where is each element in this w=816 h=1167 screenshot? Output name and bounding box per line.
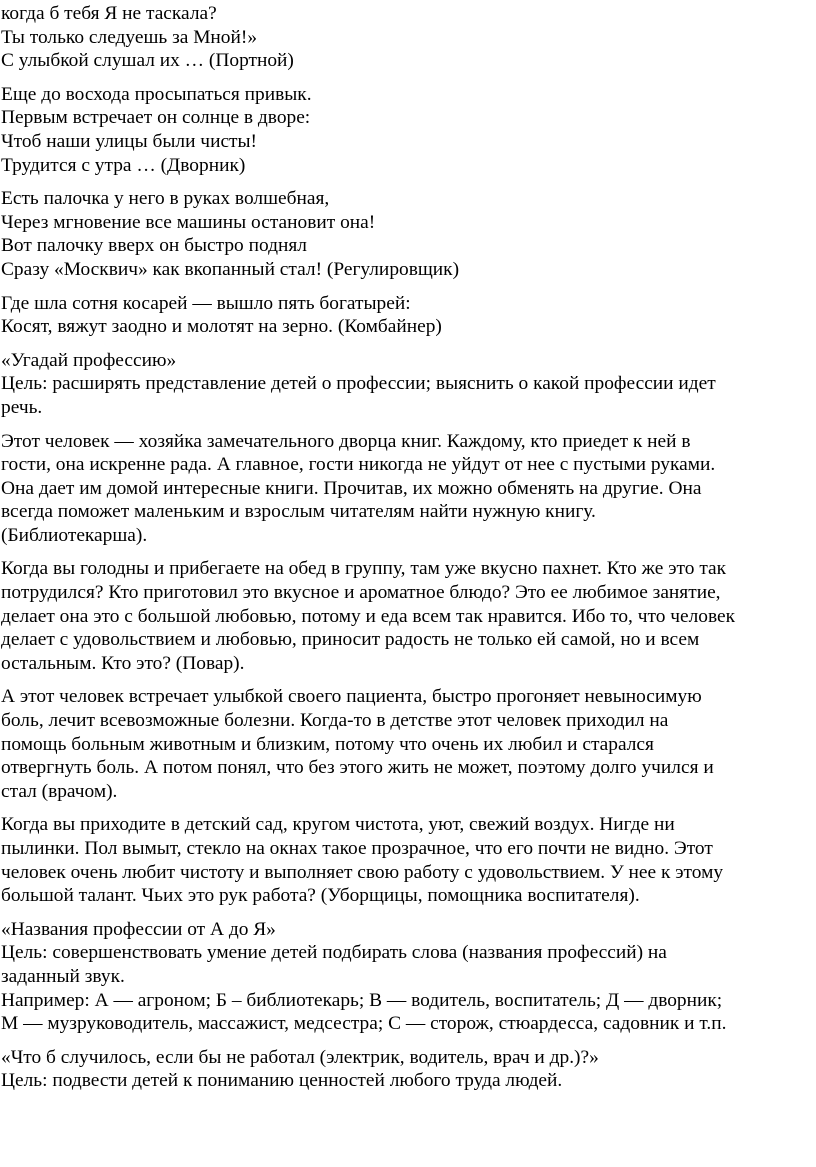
text-line: Например: А — агроном; Б – библиотекарь; В — водитель, воспитатель; Д — дворник; xyxy=(1,989,723,1011)
text-line: Цель: подвести детей к пониманию ценностей любого труда людей. xyxy=(1,1070,563,1092)
text-line: Еще до восхода просыпаться привык. xyxy=(1,83,312,105)
text-line: Ты только следуешь за Мной!» xyxy=(1,26,258,48)
paragraph-game-guess-profession xyxy=(1,349,816,420)
text-line: заданный звук. xyxy=(1,965,125,987)
paragraph-riddle-janitor xyxy=(1,83,816,177)
paragraph-cleaner xyxy=(1,813,816,907)
text-line: М — музруководитель, массажист, медсестра; С — сторож, стюардесса, садовник и т.п. xyxy=(1,1013,727,1035)
paragraph-game-professions-a-to-z xyxy=(1,918,816,1036)
text-line: остальным. Кто это? (Повар). xyxy=(1,652,245,674)
text-line: стал (врачом). xyxy=(1,780,118,802)
text-line: Через мгновение все машины остановит она! xyxy=(1,211,376,233)
text-line: Цель: совершенствовать умение детей подбирать слова (названия профессий) на xyxy=(1,942,667,964)
text-line: когда б тебя Я не таскала? xyxy=(1,3,217,24)
text-line: гости, она искренне рада. А главное, гости никогда не уйдут от нее с пустыми руками. xyxy=(1,454,716,476)
text-line: большой талант. Чьих это рук работа? (Уборщицы, помощника воспитателя). xyxy=(1,885,640,907)
text-line: Вот палочку вверх он быстро поднял xyxy=(1,235,307,257)
text-line: помощь больным животным и близким, потому что очень их любил и старался xyxy=(1,733,654,755)
text-line: Когда вы приходите в детский сад, кругом чистота, уют, свежий воздух. Нигде ни xyxy=(1,814,675,836)
text-line: Она дает им домой интересные книги. Прочитав, их можно обменять на другие. Она xyxy=(1,477,702,499)
text-line: «Угадай профессию» xyxy=(1,349,177,371)
text-line: Чтоб наши улицы были чисты! xyxy=(1,130,258,152)
paragraph-riddle-combine-operator xyxy=(1,292,816,339)
text-line: С улыбкой слушал их … (Портной) xyxy=(1,50,294,72)
paragraph-game-what-if xyxy=(1,1046,816,1093)
text-line: боль, лечит всевозможные болезни. Когда-то в детстве этот человек приходил на xyxy=(1,710,669,732)
text-line: Когда вы голодны и прибегаете на обед в группу, там уже вкусно пахнет. Кто же это так xyxy=(1,558,727,580)
paragraph-doctor xyxy=(1,685,816,803)
text-line: Трудится с утра … (Дворник) xyxy=(1,154,246,176)
text-line: всегда поможет маленьким и взрослым читателям найти нужную книгу. xyxy=(1,501,596,523)
paragraph-riddle-tailor xyxy=(1,2,816,73)
paragraph-cook xyxy=(1,557,816,675)
text-line: человек очень любит чистоту и выполняет свою работу с удовольствием. У нее к этому xyxy=(1,861,724,883)
text-line: Первым встречает он солнце в дворе: xyxy=(1,107,311,129)
text-line: Где шла сотня косарей — вышло пять богатырей: xyxy=(1,292,411,314)
text-line: Этот человек — хозяйка замечательного дворца книг. Каждому, кто приедет к ней в xyxy=(1,430,691,452)
paragraph-riddle-traffic-controller xyxy=(1,187,816,281)
text-line: А этот человек встречает улыбкой своего пациента, быстро прогоняет невыносимую xyxy=(1,686,702,708)
text-line: делает она это с большой любовью, потому и еда всем так нравится. Ибо то, что человек xyxy=(1,605,736,627)
text-line: Сразу «Москвич» как вкопанный стал! (Регулировщик) xyxy=(1,258,460,280)
text-line: Цель: расширять представление детей о профессии; выяснить о какой профессии идет xyxy=(1,373,716,395)
text-line: речь. xyxy=(1,396,43,418)
text-line: делает с удовольствием и любовью, приносит радость не только ей самой, но и всем xyxy=(1,629,700,651)
text-line: (Библиотекарша). xyxy=(1,524,148,546)
text-line: пылинки. Пол вымыт, стекло на окнах такое прозрачное, что его почти не видно. Этот xyxy=(1,838,713,859)
text-line: потрудился? Кто приготовил это вкусное и ароматное блюдо? Это ее любимое занятие, xyxy=(1,582,721,604)
text-line: «Что б случилось, если бы не работал (электрик, водитель, врач и др.)?» xyxy=(1,1046,599,1068)
paragraph-librarian xyxy=(1,430,816,548)
text-line: Косят, вяжут заодно и молотят на зерно. (Комбайнер) xyxy=(1,316,442,338)
text-line: Есть палочка у него в руках волшебная, xyxy=(1,188,330,210)
text-line: «Названия профессии от А до Я» xyxy=(1,918,276,940)
text-line: отвергнуть боль. А потом понял, что без этого жить не может, поэтому долго учился и xyxy=(1,757,714,779)
